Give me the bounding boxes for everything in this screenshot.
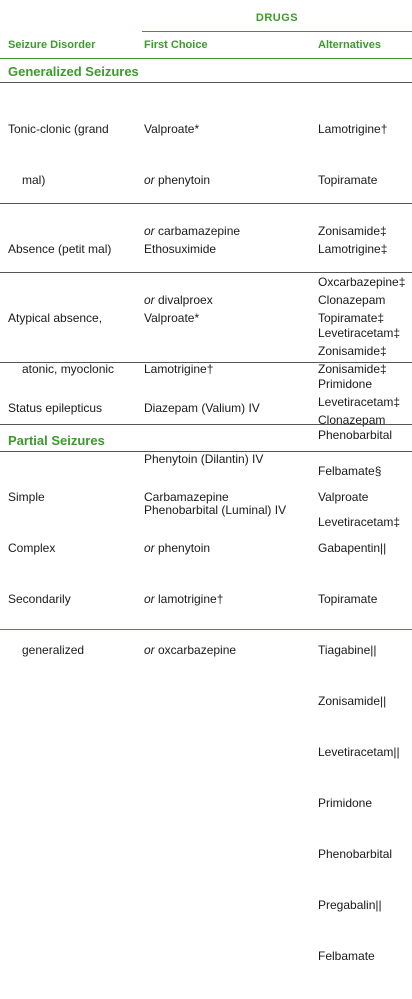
drugs-heading-rule [142, 31, 412, 32]
alternative-drug: Zonisamide|| [318, 694, 387, 708]
disorder-line: atonic, myoclonic [22, 362, 115, 376]
alternative-drug: Levetiracetam‡ [318, 326, 401, 340]
alternative-drug: Clonazepam [318, 293, 386, 307]
alternative-drug: Levetiracetam‡ [318, 395, 401, 409]
first-choice-line: Lamotrigine† [144, 362, 214, 376]
disorder-line: Tonic-clonic (grand [8, 122, 109, 136]
first-choice-line: or divalproex [144, 293, 213, 307]
row-rule [0, 451, 412, 452]
disorder-line: Atypical absence, [8, 311, 103, 325]
first-choice-line: or phenytoin [144, 541, 211, 555]
alternative-drug: Clonazepam [318, 413, 386, 427]
alternative-drug: Topiramate‡ [318, 311, 385, 325]
alternative-drug: Pregabalin|| [318, 898, 382, 912]
row-rule [0, 362, 412, 363]
alternatives-cell [318, 455, 412, 999]
disorder-line: Status epilepticus [8, 401, 103, 415]
disorder-line: Secondarily [8, 592, 71, 606]
disorder-line: generalized [22, 643, 85, 657]
alternative-drug: Topiramate [318, 173, 378, 187]
alternative-drug: Lamotrigine‡ [318, 242, 388, 256]
disorder-line: Simple [8, 490, 45, 504]
first-choice-line: Valproate* [144, 311, 200, 325]
alternative-drug: Levetiracetam|| [318, 745, 400, 759]
row-rule [0, 424, 412, 425]
row-rule [0, 82, 412, 83]
column-header-alternatives: Alternatives [318, 39, 381, 51]
alternative-drug: Oxcarbazepine‡ [318, 275, 406, 289]
first-choice-line: Phenobarbital (Luminal) IV [144, 503, 287, 517]
first-choice-line: Carbamazepine [144, 490, 229, 504]
alternative-drug: Zonisamide‡ [318, 362, 387, 376]
column-header-disorder: Seizure Disorder [8, 39, 96, 51]
first-choice-line: Ethosuximide [144, 242, 217, 256]
first-choice-line: Valproate* [144, 122, 200, 136]
first-choice-line: Phenytoin (Dilantin) IV [144, 452, 264, 466]
alternative-drug: Levetiracetam‡ [318, 515, 401, 529]
alternative-drug: Primidone [318, 377, 373, 391]
first-choice-line: or carbamazepine [144, 224, 241, 238]
column-header-first-choice: First Choice [144, 39, 208, 51]
disorder-line: mal) [22, 173, 46, 187]
bottom-rule [0, 629, 412, 630]
first-choice-cell [144, 455, 314, 693]
disorder-line: Complex [8, 541, 56, 555]
row-rule [0, 272, 412, 273]
disorder-line: Absence (petit mal) [8, 242, 112, 256]
alternative-drug: Felbamate [318, 949, 375, 963]
header-rule [0, 58, 412, 59]
alternative-drug: Lamotrigine† [318, 122, 388, 136]
alternative-drug: Phenobarbital [318, 428, 393, 442]
first-choice-line: or oxcarbazepine [144, 643, 237, 657]
alternative-drug: Topiramate [318, 592, 378, 606]
alternative-drug: Zonisamide‡ [318, 344, 387, 358]
alternative-drug: Tiagabine|| [318, 643, 377, 657]
alternative-drug: Primidone [318, 796, 373, 810]
alternative-drug: Felbamate§ [318, 464, 382, 478]
first-choice-line: or phenytoin [144, 173, 211, 187]
row-rule [0, 203, 412, 204]
disorder-cell [8, 455, 140, 693]
first-choice-line: Diazepam (Valium) IV [144, 401, 260, 415]
alternative-drug: Gabapentin|| [318, 541, 387, 555]
first-choice-line: or lamotrigine† [144, 592, 224, 606]
alternative-drug: Phenobarbital [318, 847, 393, 861]
alternative-drug: Zonisamide‡ [318, 224, 387, 238]
drugs-group-heading: DRUGS [255, 12, 299, 24]
section-title-partial: Partial Seizures [8, 433, 105, 448]
section-title-generalized: Generalized Seizures [8, 64, 139, 79]
alternative-drug: Valproate [318, 490, 369, 504]
